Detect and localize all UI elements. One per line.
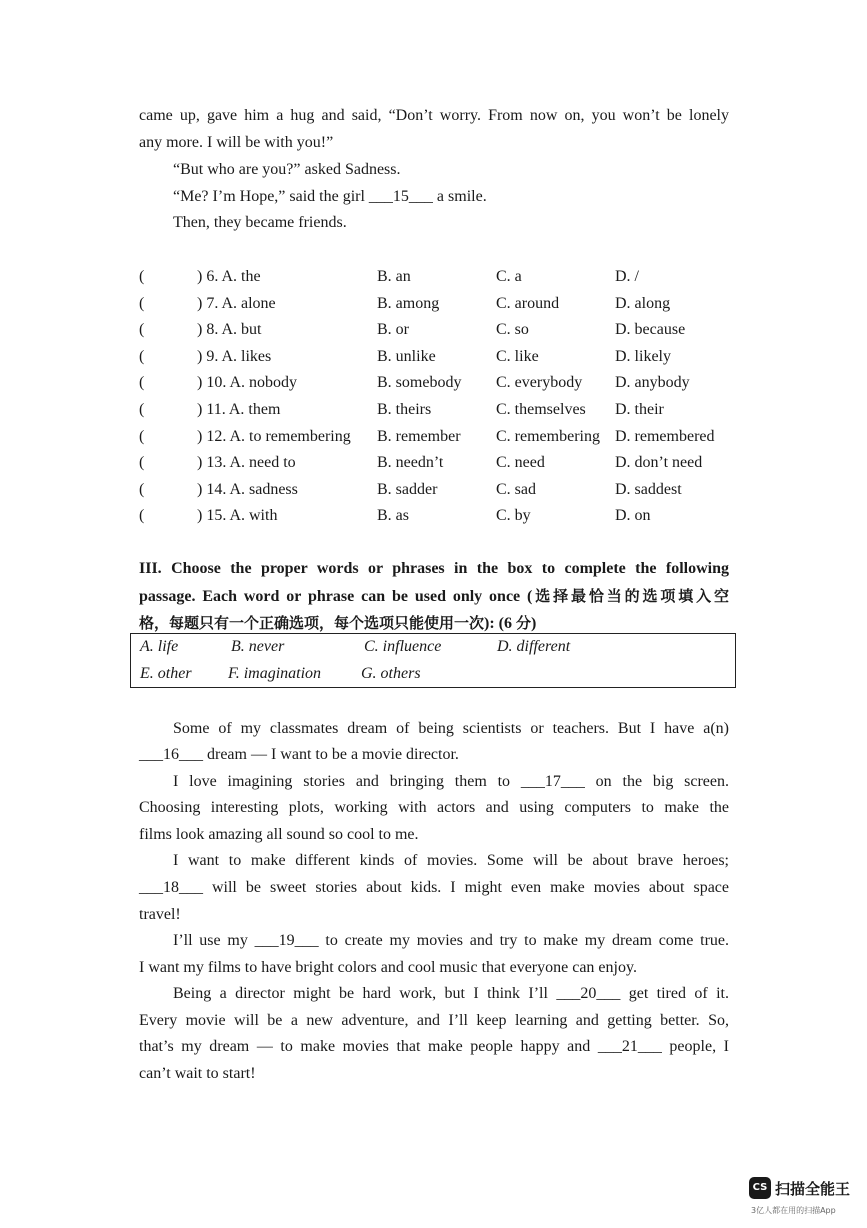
passage-line: ___16___ dream — I want to be a movie director. [139,746,459,763]
word-box [130,633,736,688]
option-c: C. like [496,347,539,365]
passage-line: Every movie will be a new adventure, and I’ll keep learning and getting better. So, [139,1012,729,1029]
option-row [139,477,739,504]
scanner-logo-icon: CS [749,1177,771,1199]
option-b: B. as [377,507,409,525]
option-b: B. or [377,321,409,339]
option-b: B. remember [377,427,461,445]
option-c: C. remembering [496,427,600,445]
passage-line: “Me? I’m Hope,” said the girl ___15___ a smile. [173,188,487,205]
paren-mark: ( [139,268,145,285]
option-c: C. by [496,507,531,525]
paren-mark: ( [139,427,145,445]
option-c: C. need [496,454,545,472]
scanner-tagline: 3亿人都在用的扫描App [751,1206,836,1215]
option-d: D. don’t need [615,454,703,472]
option-row [139,370,739,397]
option-row [139,317,739,344]
section-heading-line: passage. Each word or phrase can be used only once (选择最恰当的选项填入空 [139,586,729,605]
option-c: C. a [496,268,522,285]
passage-line: any more. I will be with you!” [139,134,334,151]
option-b: B. unlike [377,347,436,365]
section-heading-line: 格，每题只有一个正确选项，每个选项只能使用一次): (6 分) [139,614,537,633]
option-b: B. needn’t [377,454,444,472]
option-a: ) 8. A. but [197,321,262,339]
passage-line: I love imagining stories and bringing them to ___17___ on the big screen. [173,773,729,790]
passage-line: can’t wait to start! [139,1065,256,1082]
option-d: D. / [615,268,639,285]
option-b: B. somebody [377,374,462,392]
passage-line: ___18___ will be sweet stories about kids. I might even make movies about space [139,879,729,896]
option-b: B. sadder [377,480,438,498]
option-a: ) 10. A. nobody [197,374,297,392]
option-c: C. sad [496,480,536,498]
passage-line: I want my films to have bright colors and cool music that everyone can enjoy. [139,959,637,976]
paren-mark: ( [139,374,145,392]
option-a: ) 12. A. to remembering [197,427,351,445]
paren-mark: ( [139,454,145,472]
word-option: G. others [361,665,421,682]
scanner-brand: 扫描全能王 [775,1180,851,1198]
option-c: C. around [496,294,560,312]
passage-line: came up, gave him a hug and said, “Don’t worry. From now on, you won’t be lonely [139,107,729,124]
option-a: ) 13. A. need to [197,454,296,472]
option-row [139,344,739,371]
word-option: E. other [140,665,192,682]
passage-line: I want to make different kinds of movies. Some will be about brave heroes; [173,852,729,869]
options-list [139,264,739,530]
passage-line: that’s my dream — to make movies that make people happy and ___21___ people, I [139,1038,729,1055]
option-d: D. on [615,507,651,525]
option-d: D. their [615,400,664,418]
word-option: D. different [497,638,571,655]
paren-mark: ( [139,321,145,339]
paren-mark: ( [139,400,145,418]
option-row [139,424,739,451]
option-b: B. among [377,294,440,312]
section-heading-line: III. Choose the proper words or phrases in the box to complete the following [139,560,729,577]
option-row [139,264,739,291]
option-row [139,397,739,424]
passage-line: Then, they became friends. [173,214,347,231]
option-b: B. theirs [377,400,432,418]
passage-line: travel! [139,906,181,923]
option-a: ) 15. A. with [197,507,278,525]
option-c: C. so [496,321,529,339]
option-d: D. remembered [615,427,715,445]
word-option: F. imagination [228,665,322,682]
passage-line: Some of my classmates dream of being scientists or teachers. But I have a(n) [173,720,729,737]
option-row [139,291,739,318]
option-d: D. saddest [615,480,682,498]
option-a: ) 9. A. likes [197,347,272,365]
paren-mark: ( [139,347,145,365]
word-option: A. life [140,638,179,655]
option-a: ) 7. A. alone [197,294,276,312]
option-c: C. themselves [496,400,586,418]
option-a: ) 14. A. sadness [197,480,298,498]
section-heading [139,556,729,638]
word-option: B. never [231,638,285,655]
passage-line: Being a director might be hard work, but I think I’ll ___20___ get tired of it. [173,985,729,1002]
option-row [139,450,739,477]
option-a: ) 11. A. them [197,400,281,418]
passage-line: films look amazing all sound so cool to me. [139,826,419,843]
paren-mark: ( [139,507,145,525]
option-d: D. because [615,321,686,339]
paren-mark: ( [139,294,145,312]
option-b: B. an [377,268,411,285]
word-option: C. influence [364,638,442,655]
option-d: D. along [615,294,671,312]
paren-mark: ( [139,480,145,498]
passage-line: Choosing interesting plots, working with actors and using computers to make the [139,799,729,816]
option-row [139,503,739,530]
passage-line: I’ll use my ___19___ to create my movies and try to make my dream come true. [173,932,729,949]
passage-line: “But who are you?” asked Sadness. [173,161,401,178]
option-d: D. anybody [615,374,690,392]
option-c: C. everybody [496,374,583,392]
option-a: ) 6. A. the [197,268,261,285]
option-d: D. likely [615,347,671,365]
